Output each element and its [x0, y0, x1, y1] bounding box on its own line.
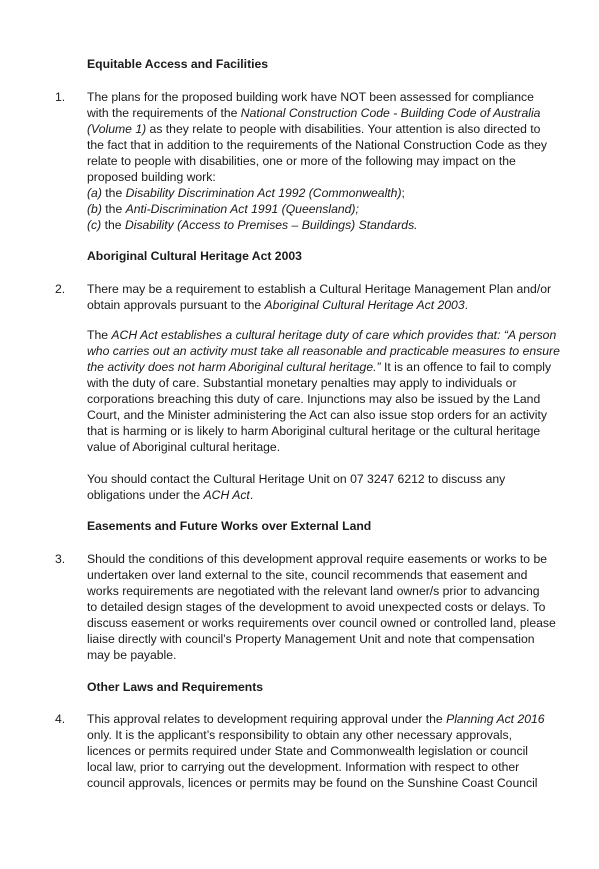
text-run: relate to people with disabilities, one or more of the following may impact on the	[87, 154, 516, 168]
text-line	[87, 471, 505, 487]
text-run: discuss easement or works requirements over council owned or controlled land, please	[87, 616, 556, 630]
text-line	[87, 599, 545, 615]
text-run: council approvals, licences or permits may be found on the Sunshine Coast Council	[87, 776, 538, 790]
text-line	[87, 551, 547, 567]
text-run: There may be a requirement to establish a Cultural Heritage Management Plan and/or	[87, 282, 552, 296]
text-run: licences or permits required under State and Commonwealth legislation or council	[87, 744, 529, 758]
text-line	[87, 359, 551, 375]
text-run: liaise directly with council’s Property Management Unit and note that compensation	[87, 632, 535, 646]
text-run: as they relate to people with disabilities. Your attention is also directed to	[146, 122, 541, 136]
heading-other-laws: Other Laws and Requirements	[87, 680, 264, 694]
text-run: to detailed design stages of the development to avoid unexpected costs or delays. To	[87, 600, 546, 614]
text-run: obtain approvals pursuant to the	[87, 298, 265, 312]
text-run: the	[101, 202, 126, 216]
text-line	[87, 407, 547, 423]
text-line	[87, 169, 216, 185]
text-run: ;	[401, 186, 405, 200]
text-line	[87, 487, 253, 503]
text-run: the fact that in addition to the requirements of the National Construction Code as they	[87, 138, 548, 152]
text-run: Court, and the Minister administering the Act can also issue stop orders for an activity	[87, 408, 547, 422]
text-run: that is harming or is likely to harm Aboriginal cultural heritage or the cultural heritage	[87, 424, 541, 438]
text-line	[87, 375, 517, 391]
italic-text: Disability Discrimination Act 1992 (Commonwealth)	[125, 186, 402, 200]
text-run: only. It is the applicant’s responsibility to obtain any other necessary approvals,	[87, 728, 512, 742]
italic-text: (Volume 1)	[87, 122, 147, 136]
text-line	[87, 297, 468, 313]
text-line	[87, 153, 516, 169]
list-item	[87, 185, 405, 201]
list-item	[87, 217, 418, 233]
text-line	[87, 583, 540, 599]
text-run: local law, prior to carrying out the development. Information with respect to other	[87, 760, 520, 774]
text-run: The plans for the proposed building work have NOT been assessed for compliance	[87, 90, 534, 104]
text-run: with the duty of care. Substantial monetary penalties may apply to individuals or	[87, 376, 517, 390]
italic-text: Anti-Discrimination Act 1991 (Queensland);	[125, 202, 359, 216]
text-run: proposed building work:	[87, 170, 216, 184]
text-line	[87, 137, 547, 153]
text-line	[87, 439, 280, 455]
italic-text: National Construction Code - Building Code of Australia	[240, 106, 541, 120]
text-line	[87, 759, 519, 775]
text-run: The	[87, 328, 112, 342]
italic-text: ACH Act	[203, 488, 250, 502]
text-run: You should contact the Cultural Heritage Unit on 07 3247 6212 to discuss any	[87, 472, 506, 486]
italic-text: Aboriginal Cultural Heritage Act 2003	[264, 298, 465, 312]
item-number: 3.	[55, 552, 66, 566]
text-line	[87, 775, 538, 791]
heading-aboriginal-cultural-heritage: Aboriginal Cultural Heritage Act 2003	[87, 249, 302, 263]
italic-text: the activity does not harm Aboriginal cultural heritage.”	[87, 360, 381, 374]
text-run: Should the conditions of this development approval require easements or works to be	[87, 552, 548, 566]
text-run: It is an offence to fail to comply	[380, 360, 552, 374]
text-line	[87, 615, 556, 631]
text-line	[87, 647, 176, 663]
list-item	[87, 201, 359, 217]
text-line	[87, 711, 545, 727]
text-run: may be payable.	[87, 648, 177, 662]
text-run: with the requirements of the	[87, 106, 241, 120]
text-run: corporations breaching this duty of care. Injunctions may also be issued by the Land	[87, 392, 541, 406]
heading-easements: Easements and Future Works over External Land	[87, 519, 372, 533]
text-line	[87, 121, 540, 137]
text-run: undertaken over land external to the site, council recommends that easement and	[87, 568, 528, 582]
italic-text: Disability (Access to Premises – Buildings) Standards.	[124, 218, 418, 232]
list-item-label: (a)	[87, 186, 102, 200]
text-line	[87, 281, 551, 297]
text-line	[87, 105, 540, 121]
text-line	[87, 343, 560, 359]
text-line	[87, 327, 556, 343]
heading-equitable-access: Equitable Access and Facilities	[87, 57, 269, 71]
text-line	[87, 423, 540, 439]
item-number: 1.	[55, 90, 66, 104]
text-run: the	[101, 186, 126, 200]
text-run: value of Aboriginal cultural heritage.	[87, 440, 281, 454]
list-item-label: (b)	[87, 202, 102, 216]
text-run: This approval relates to development requiring approval under the	[87, 712, 447, 726]
text-line	[87, 727, 512, 743]
text-run: obligations under the	[87, 488, 204, 502]
text-line	[87, 631, 535, 647]
text-run: the	[101, 218, 125, 232]
text-line	[87, 567, 527, 583]
italic-text: ACH Act establishes a cultural heritage duty of care which provides that: “A person	[111, 328, 557, 342]
text-run: works requirements are negotiated with the relevant land owner/s prior to advancing	[87, 584, 540, 598]
text-line	[87, 391, 540, 407]
list-item-label: (c)	[87, 218, 102, 232]
italic-text: who carries out an activity must take all reasonable and practicable measures to ensure	[87, 344, 560, 358]
text-line	[87, 743, 528, 759]
text-run: .	[249, 488, 254, 502]
item-number: 4.	[55, 712, 66, 726]
text-line	[87, 89, 534, 105]
italic-text: Planning Act 2016	[446, 712, 545, 726]
text-run: .	[464, 298, 468, 312]
item-number: 2.	[55, 282, 66, 296]
